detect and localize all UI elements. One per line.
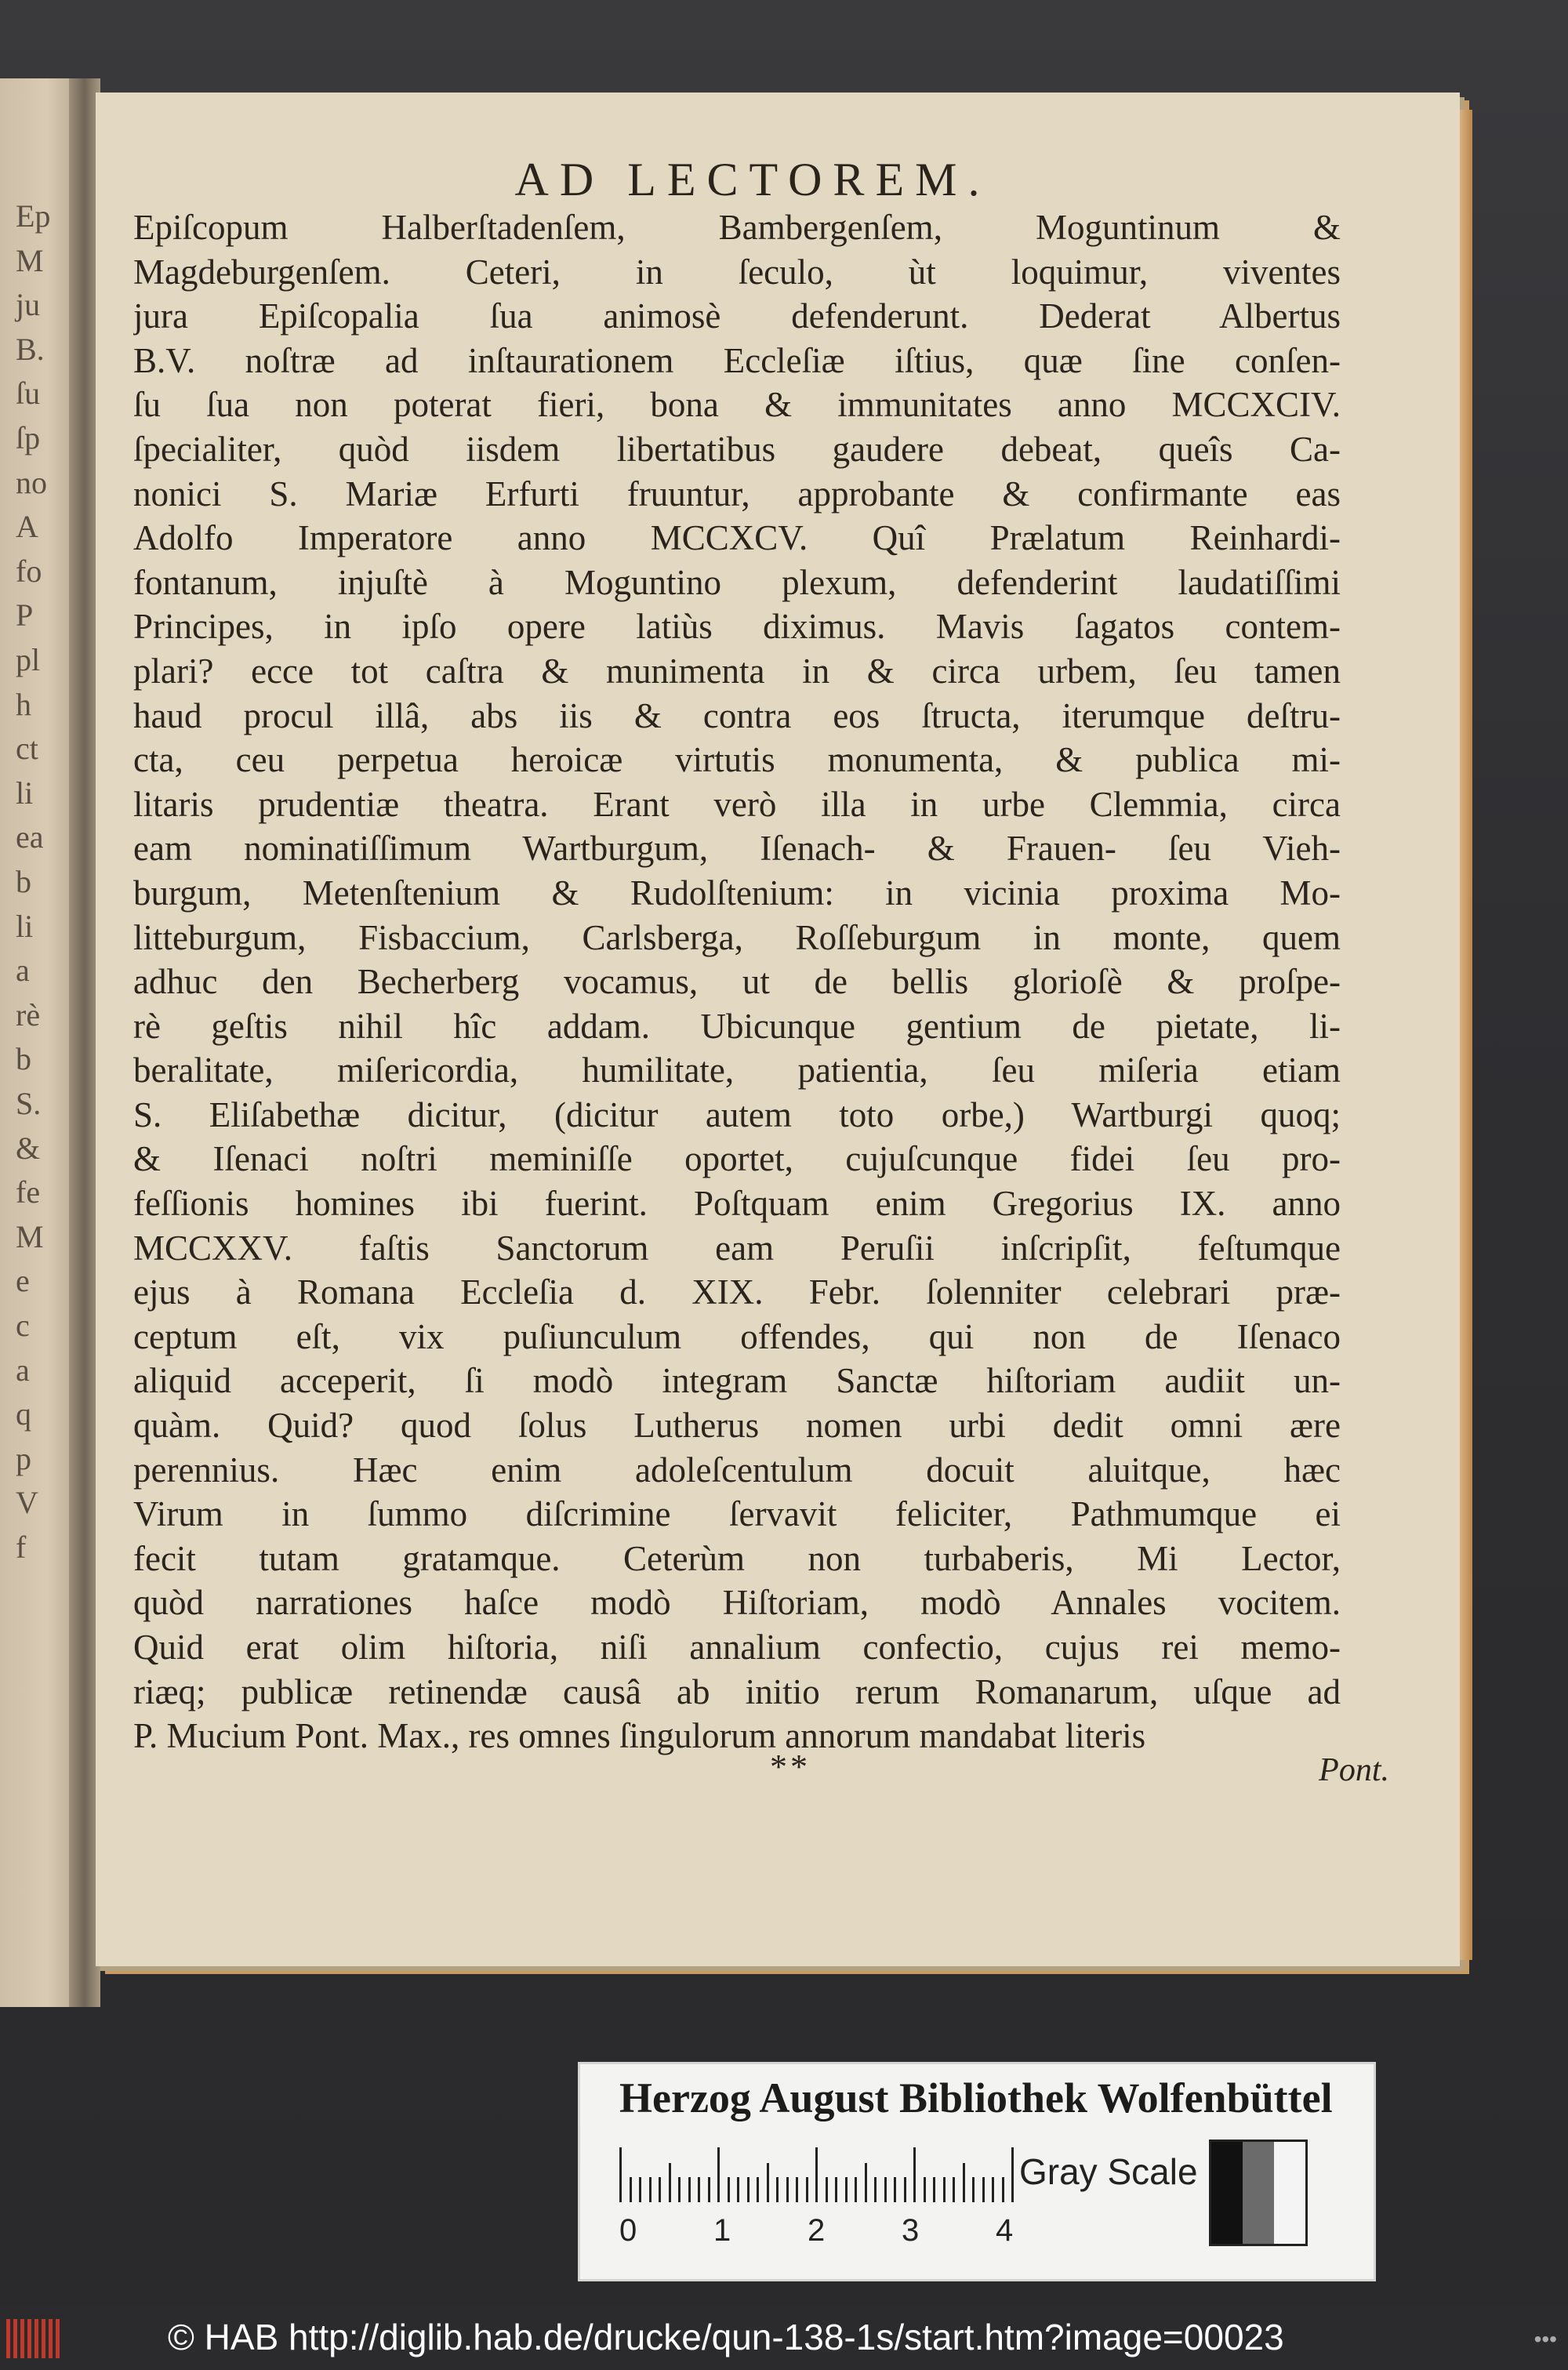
footer-bar — [0, 2305, 1568, 2370]
ruler-numbers — [619, 2213, 1058, 2260]
ruler-tick — [874, 2177, 877, 2202]
text-line: & Iſenaci noſtri meminiſſe oportet, cujuſcunque fidei ſeu pro- — [133, 1139, 1341, 1179]
ruler-tick — [894, 2177, 896, 2202]
ruler-number: 4 — [996, 2213, 1014, 2248]
facing-page-text-fragment: b — [16, 864, 31, 899]
gray-scale-label: Gray Scale — [1019, 2151, 1198, 2192]
facing-page-text-fragment: A — [16, 509, 38, 545]
text-line: ſpecialiter, quòd iisdem libertatibus gaudere debeat, queîs Ca- — [133, 429, 1341, 469]
text-line: aliquid acceperit, ſi modò integram Sanctæ hiſtoriam audiit un- — [133, 1361, 1341, 1401]
ruler-number: 2 — [808, 2213, 826, 2248]
ruler-tick — [806, 2177, 808, 2202]
ruler-tick — [982, 2177, 985, 2202]
text-line: litaris prudentiæ theatra. Erant verò illa in urbe Clemmia, circa — [133, 784, 1341, 824]
footer-copyright-url[interactable]: © HAB http://diglib.hab.de/drucke/qun-138-1s/start.htm?image=00023 — [168, 2317, 1284, 2357]
facing-page-text-fragment: b — [16, 1041, 31, 1077]
text-line: eam nominatiſſimum Wartburgum, Iſenach- & Frauen- ſeu Vieh- — [133, 829, 1341, 869]
text-line: MCCXXV. faſtis Sanctorum eam Peruſii inſcripſit, feſtumque — [133, 1228, 1341, 1268]
text-line: P. Mucium Pont. Max., res omnes ſingulorum annorum mandabat literis — [133, 1716, 1146, 1756]
ruler-tick — [924, 2177, 926, 2202]
ruler-tick — [884, 2177, 887, 2202]
facing-page-text-fragment: ea — [16, 819, 44, 855]
ruler-tick — [688, 2177, 691, 2202]
ruler-tick — [933, 2177, 935, 2202]
text-line: perennius. Hæc enim adoleſcentulum docuit aluitque, hæc — [133, 1450, 1341, 1490]
ruler-tick — [786, 2177, 789, 2202]
ruler-tick — [659, 2177, 661, 2202]
library-name: Herzog August Bibliothek Wolfenbüttel — [619, 2074, 1333, 2121]
ruler-tick — [669, 2163, 671, 2202]
facing-page-text-fragment: P — [16, 597, 34, 633]
ruler-tick — [972, 2177, 975, 2202]
ruler-tick — [678, 2177, 681, 2202]
facing-page-text-fragment: ſp — [16, 420, 41, 455]
text-line: ejus à Romana Eccleſia d. XIX. Febr. ſolenniter celebrari præ- — [133, 1272, 1341, 1312]
page-text-block — [133, 154, 1341, 1758]
facing-page-text-fragment: rè — [16, 996, 41, 1033]
signature-mark: ** — [770, 1748, 811, 1786]
ruler-tick — [845, 2177, 848, 2202]
ruler-tick — [630, 2177, 632, 2202]
gray-swatch — [1274, 2142, 1305, 2244]
ruler-tick — [747, 2177, 750, 2202]
text-line: quòd narrationes haſce modò Hiſtoriam, modò Annales vocitem. — [133, 1583, 1341, 1623]
page-heading: AD LECTOREM. — [514, 154, 991, 205]
gray-scale-swatches — [1209, 2140, 1308, 2246]
text-line: litteburgum, Fisbaccium, Carlsberga, Roſſeburgum in monte, quem — [133, 917, 1341, 957]
facing-page-text-fragment: li — [16, 908, 34, 944]
gray-swatch — [1211, 2142, 1243, 2244]
ruler-tick — [904, 2177, 906, 2202]
facing-page-text-fragment: ſu — [16, 376, 41, 412]
facing-page-text-fragment: a — [16, 1352, 30, 1388]
facing-page-text-fragment: a — [16, 953, 30, 989]
text-line: cta, ceu perpetua heroicæ virtutis monumenta, & publica mi- — [133, 740, 1341, 780]
text-line: B.V. noſtræ ad inſtaurationem Eccleſiæ iſtius, quæ ſine conſen- — [133, 340, 1341, 380]
facing-page-text-fragment: M — [16, 1218, 44, 1254]
text-line: plari? ecce tot caſtra & munimenta in & circa urbem, ſeu tamen — [133, 651, 1341, 691]
catchword: Pont. — [1319, 1752, 1389, 1788]
facing-page-text-fragment: B. — [16, 331, 45, 367]
ruler-number: 0 — [619, 2213, 637, 2248]
ruler-tick — [913, 2147, 916, 2202]
text-line: haud procul illâ, abs iis & contra eos ſtructa, iterumque deſtru- — [133, 695, 1341, 735]
barcode-icon — [6, 2319, 63, 2358]
text-line: burgum, Metenſtenium & Rudolſtenium: in vicinia proxima Mo- — [133, 873, 1341, 913]
facing-page-text-fragment: M — [16, 242, 44, 278]
facing-page-text-fragment: fe — [16, 1174, 41, 1210]
ruler-tick — [649, 2177, 652, 2202]
ruler-tick — [737, 2177, 739, 2202]
facing-page-text-fragment: q — [16, 1396, 31, 1432]
ruler-tick — [1011, 2147, 1014, 2202]
facing-page-text-fragment: S. — [16, 1086, 42, 1121]
ruler-tick — [963, 2163, 965, 2202]
facing-page-text-fragment: Ep — [16, 198, 51, 234]
text-line: ſu ſua non poterat fieri, bona & immunitates anno MCCXCIV. — [133, 385, 1341, 425]
text-line: beralitate, miſericordia, humilitate, patientia, ſeu miſeria etiam — [133, 1051, 1341, 1091]
ruler-tick — [728, 2177, 730, 2202]
text-line: ceptum eſt, vix puſiunculum offendes, qui non de Iſenaco — [133, 1316, 1341, 1356]
ruler-tick — [835, 2177, 837, 2202]
ruler-tick — [776, 2177, 779, 2202]
ruler-tick — [826, 2177, 828, 2202]
facing-page-text-fragment: ct — [16, 731, 38, 767]
facing-page-text-fragment: h — [16, 686, 31, 722]
text-line: quàm. Quid? quod ſolus Lutherus nomen urbi dedit omni ære — [133, 1406, 1341, 1446]
body-lines — [133, 205, 1341, 1758]
ruler-tick — [1002, 2177, 1004, 2202]
facing-page-text-fragment: li — [16, 775, 34, 811]
ruler-tick — [708, 2177, 710, 2202]
ruler-number: 1 — [713, 2213, 731, 2248]
text-line: Quid erat olim hiſtoria, niſi annalium confectio, cujus rei memo- — [133, 1628, 1341, 1667]
ruler-tick — [992, 2177, 994, 2202]
facing-page-text-fragment: c — [16, 1308, 30, 1343]
ruler-tick — [717, 2147, 720, 2202]
ruler-tick — [698, 2177, 700, 2202]
more-dots-icon[interactable]: ••• — [1534, 2327, 1557, 2351]
text-line: riæq; publicæ retinendæ causâ ab initio rerum Romanarum, uſque ad — [133, 1671, 1341, 1711]
text-line: Adolfo Imperatore anno MCCXCV. Quî Prælatum Reinhardi- — [133, 518, 1341, 558]
facing-page-text-fragment: & — [16, 1130, 41, 1166]
ruler-tick — [865, 2163, 867, 2202]
ruler-tick — [796, 2177, 798, 2202]
text-line: fecit tutam gratamque. Ceterùm non turbaberis, Mi Lector, — [133, 1538, 1341, 1578]
color-scale-card — [578, 2062, 1376, 2281]
text-line: jura Epiſcopalia ſua animosè defenderunt. Dederat Albertus — [133, 296, 1341, 336]
facing-page-text-fragment: f — [16, 1530, 27, 1565]
text-line: fontanum, injuſtè à Moguntino plexum, defenderint laudatiſſimi — [133, 562, 1341, 602]
text-line: Principes, in ipſo opere latiùs diximus. Mavis ſagatos contem- — [133, 607, 1341, 647]
text-line: Virum in ſummo diſcrimine ſervavit feliciter, Pathmumque ei — [133, 1494, 1341, 1534]
text-line: S. Eliſabethæ dicitur, (dicitur autem toto orbe,) Wartburgi quoq; — [133, 1094, 1341, 1134]
ruler-tick — [953, 2177, 955, 2202]
ruler-tick — [943, 2177, 946, 2202]
gray-swatch — [1243, 2142, 1274, 2244]
text-line: adhuc den Becherberg vocamus, ut de bellis glorioſè & proſpe- — [133, 962, 1341, 1002]
ruler-tick — [855, 2177, 857, 2202]
text-line: rè geſtis nihil hîc addam. Ubicunque gentium de pietate, li- — [133, 1006, 1341, 1046]
ruler-tick — [619, 2147, 622, 2202]
ruler-number: 3 — [902, 2213, 920, 2248]
ruler-tick — [767, 2163, 769, 2202]
facing-page-text-fragment: pl — [16, 642, 41, 677]
book-page — [96, 93, 1460, 1966]
facing-page-text-fragment: ju — [16, 287, 41, 323]
page-fore-edge — [1460, 110, 1472, 1960]
facing-page-text-fragment: e — [16, 1263, 30, 1299]
facing-page-text-fragment: p — [16, 1440, 31, 1476]
ruler-tick — [757, 2177, 759, 2202]
text-line: Magdeburgenſem. Ceteri, in ſeculo, ùt loquimur, viventes — [133, 252, 1341, 292]
facing-page-fragment — [0, 78, 78, 2007]
facing-page-text-fragment: V — [16, 1485, 38, 1521]
text-line: nonici S. Mariæ Erfurti fruuntur, approbante & confirmante eas — [133, 474, 1341, 514]
ruler-tick — [639, 2177, 641, 2202]
ruler-tick — [815, 2147, 818, 2202]
ruler-ticks — [619, 2140, 1011, 2202]
text-line: feſſionis homines ibi fuerint. Poſtquam enim Gregorius IX. anno — [133, 1184, 1341, 1224]
text-line: Epiſcopum Halberſtadenſem, Bambergenſem, Moguntinum & — [133, 208, 1341, 247]
facing-page-text-fragment: fo — [16, 553, 42, 589]
facing-page-text-fragment: no — [16, 464, 47, 500]
